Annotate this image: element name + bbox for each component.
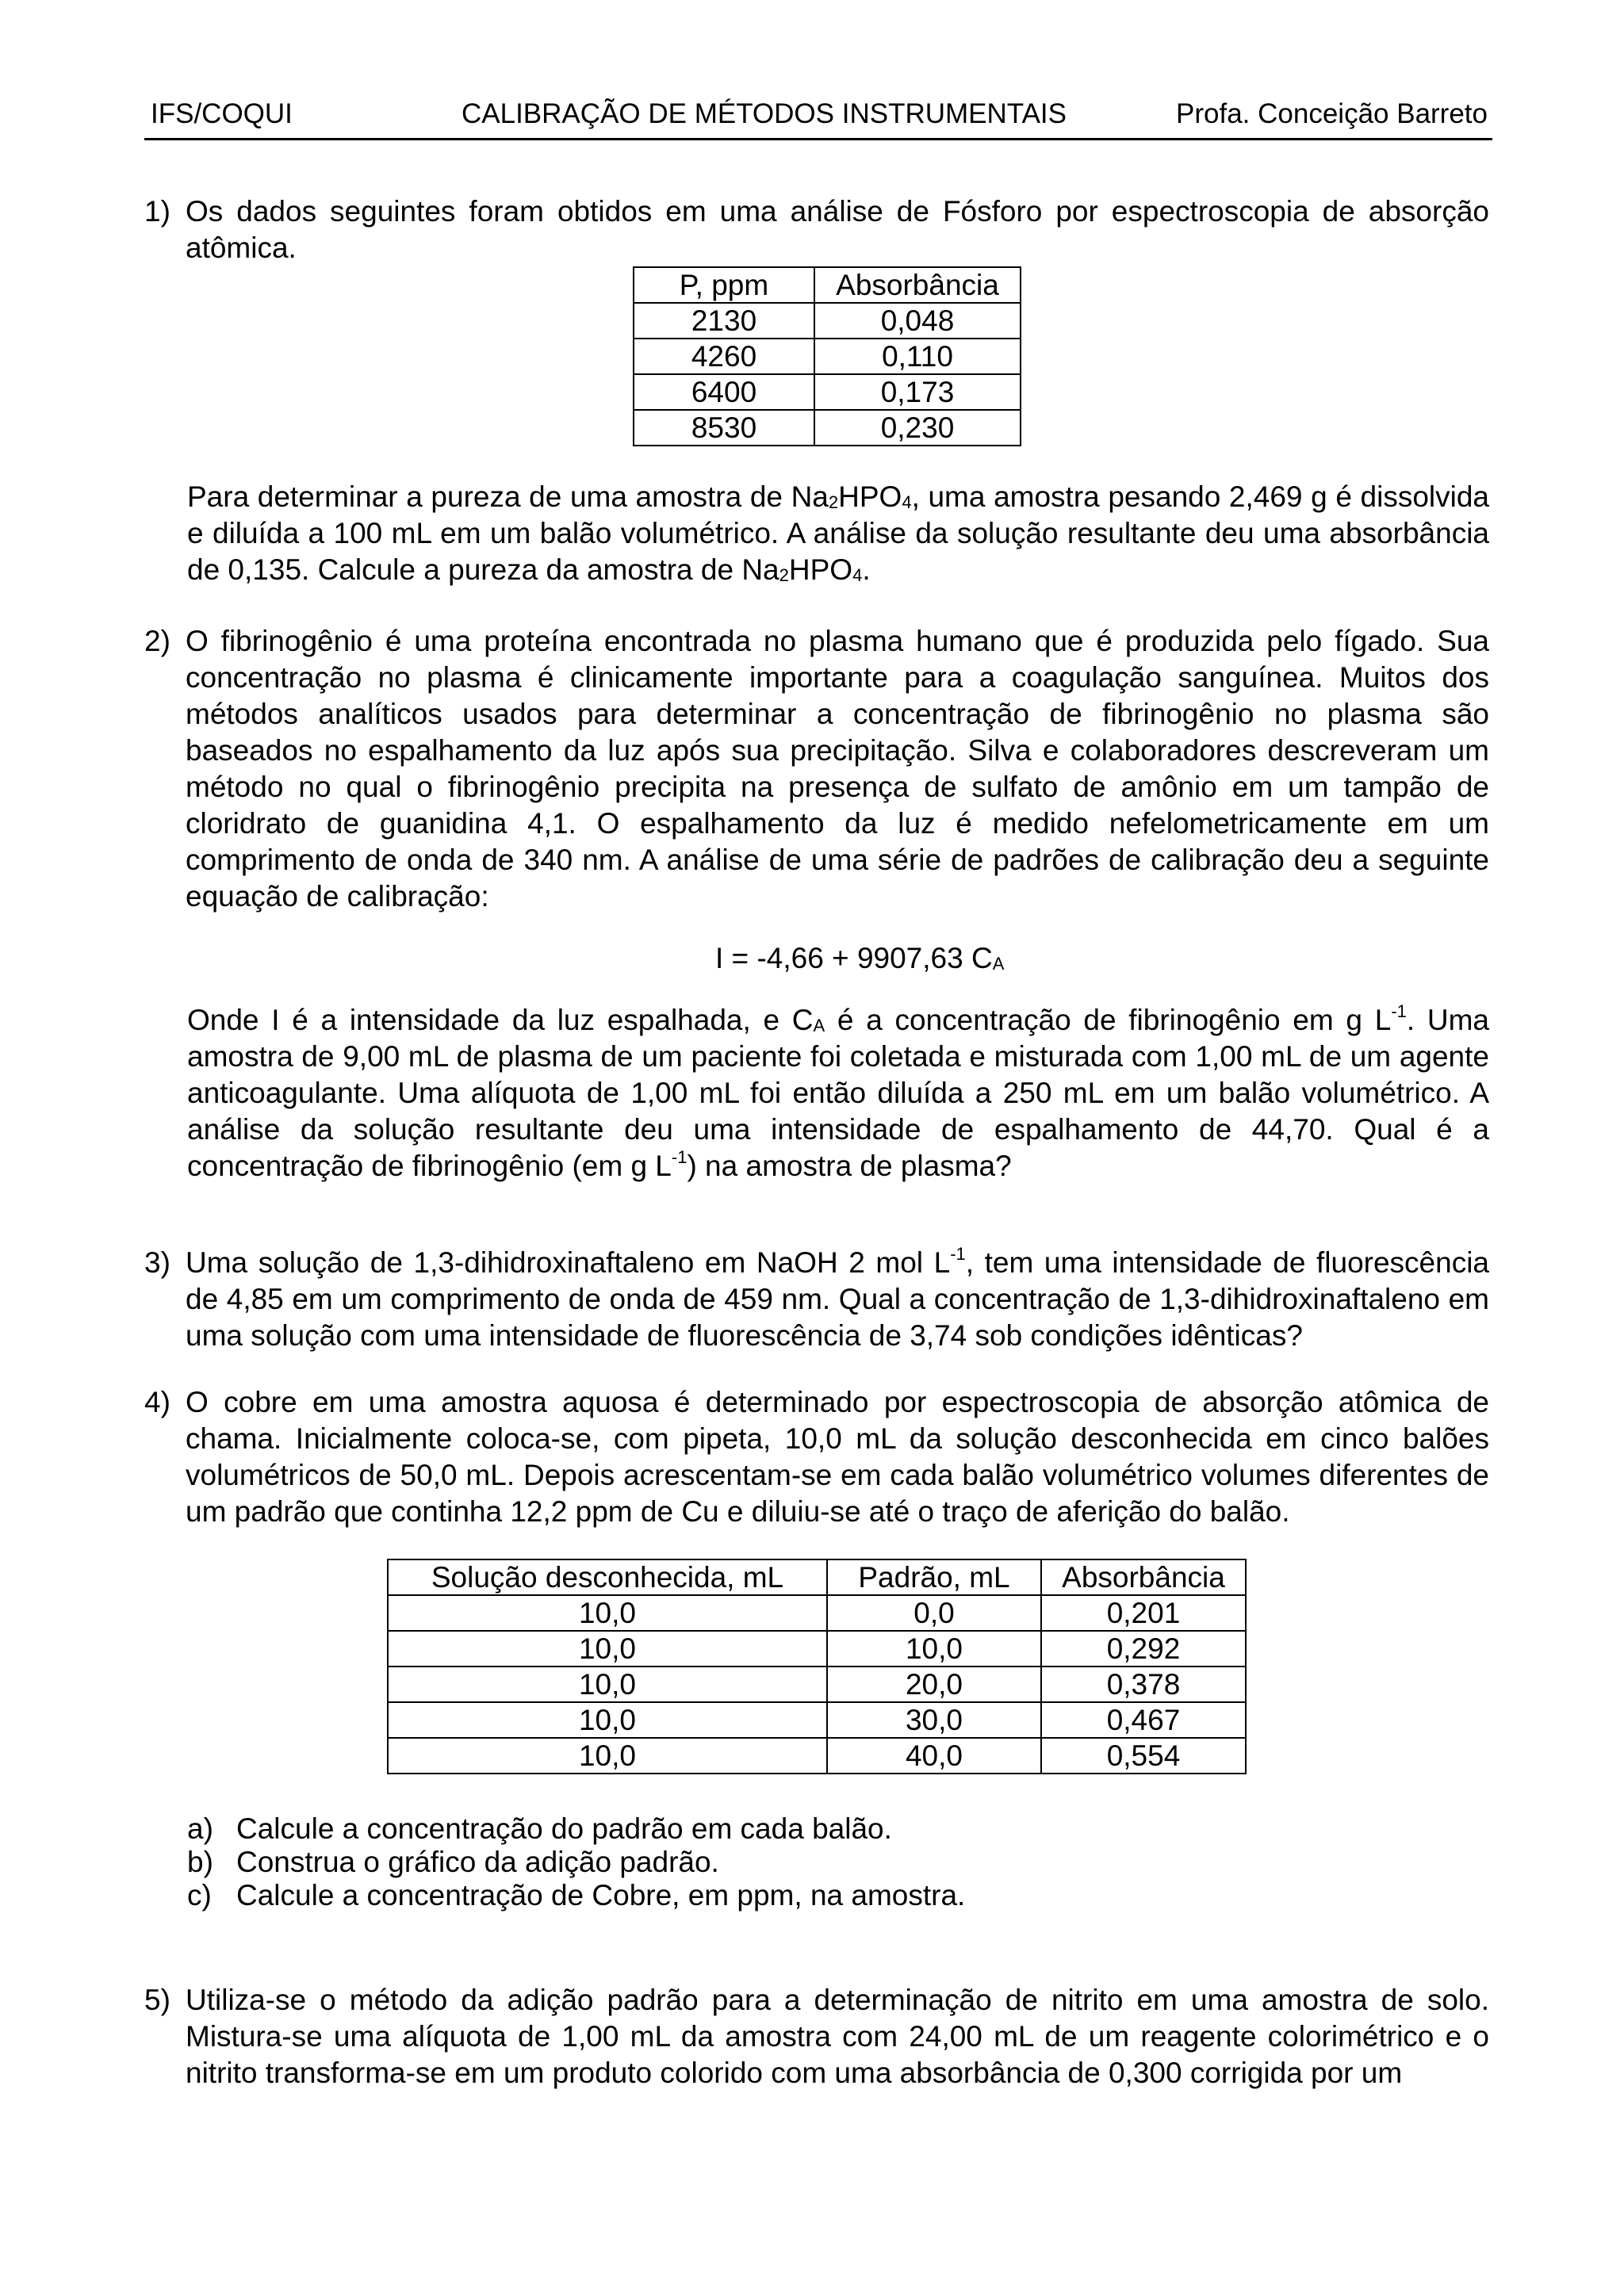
table-header-row (388, 1559, 1246, 1595)
table-cell: 10,0 (388, 1667, 827, 1702)
table-cell: 4260 (634, 339, 814, 374)
table-cell: 0,467 (1041, 1702, 1246, 1738)
list-marker: a) (187, 1812, 213, 1845)
table-row (634, 374, 1021, 410)
table-header-cell: P, ppm (634, 267, 814, 303)
text-run: . Uma amostra de 9,00 mL de plasma de um paciente foi coletada e misturada com 1,00 mL de um agente anticoagulante. Uma alíquota de 1,00 mL foi então diluída a 250 mL em um balão volumétrico. A análise da solução resultante deu uma intensidade de espalhamento de 44,70. Qual é a concentração de fibrinogênio (em g L (187, 1004, 1489, 1182)
table-cell: 0,378 (1041, 1667, 1246, 1702)
text-run: . (862, 553, 871, 586)
table-cell: 0,0 (827, 1595, 1041, 1631)
list-item (187, 1844, 1456, 1877)
table-cell: 0,048 (814, 303, 1021, 339)
header-author: Profa. Conceição Barreto (1176, 98, 1488, 129)
question-1-intro: Os dados seguintes foram obtidos em uma análise de Fósforo por espectroscopia de absorção atômica. (186, 195, 1489, 264)
text-run: Uma solução de 1,3-dihidroxinaftaleno em NaOH 2 mol L (186, 1246, 951, 1279)
header-title: CALIBRAÇÃO DE MÉTODOS INSTRUMENTAIS (462, 98, 1067, 129)
text-run: , tem uma intensidade de fluorescência de 4,85 em um comprimento de onda de 459 nm. Qual a concentração de 1,3-dihidroxinaftaleno em uma solução com uma intensidade de fluorescência de 3,74 sob condições idênticas? (186, 1246, 1489, 1352)
question-number: 1) (144, 195, 170, 228)
table-cell: 0,201 (1041, 1595, 1246, 1631)
question-5 (144, 1982, 1489, 2091)
question-number: 2) (144, 625, 170, 657)
table-cell: 10,0 (388, 1631, 827, 1667)
table-cell: 30,0 (827, 1702, 1041, 1738)
question-2 (144, 623, 1489, 915)
list-item (187, 1811, 1456, 1844)
table-cell: 0,110 (814, 339, 1021, 374)
question-number: 3) (144, 1246, 170, 1279)
table-row (388, 1667, 1246, 1702)
list-item-text: Calcule a concentração do padrão em cada balão. (236, 1812, 892, 1845)
text-run: HPO (788, 553, 853, 586)
list-item-text: Construa o gráfico da adição padrão. (236, 1846, 719, 1878)
table-cell: 20,0 (827, 1667, 1041, 1702)
table-cell: 0,292 (1041, 1631, 1246, 1667)
subscript: A (813, 1016, 825, 1035)
calibration-equation (715, 940, 1004, 977)
table-row (388, 1738, 1246, 1774)
superscript: -1 (950, 1244, 966, 1264)
subscript: 4 (852, 565, 863, 585)
question-4-text: O cobre em uma amostra aquosa é determinado por espectroscopia de absorção atômica de chama. Inicialmente coloca-se, com pipeta, 10,0 mL da solução desconhecida em cinco balões volumétricos de 50,0 mL. Depois acrescentam-se em cada balão volumétrico volumes diferentes de um padrão que continha 12,2 ppm de Cu e diluiu-se até o traço de aferição do balão. (186, 1386, 1489, 1528)
table-row (388, 1595, 1246, 1631)
question-5-text: Utiliza-se o método da adição padrão para a determinação de nitrito em uma amostra de solo. Mistura-se uma alíquota de 1,00 mL da amostra com 24,00 mL de um reagente colorimétrico e o nitrito transforma-se em um produto colorido com uma absorbância de 0,300 corrigida por um (186, 1984, 1489, 2089)
superscript: -1 (671, 1147, 688, 1167)
question-2-paragraph (187, 1002, 1489, 1184)
text-run: Onde I é a intensidade da luz espalhada, e C (187, 1004, 814, 1036)
table-header-row (634, 267, 1021, 303)
table-cell: 0,554 (1041, 1738, 1246, 1774)
text-run: ) na amostra de plasma? (687, 1150, 1012, 1182)
copper-table (387, 1559, 1247, 1774)
text-run: Para determinar a pureza de uma amostra de Na (187, 480, 829, 513)
table-cell: 0,230 (814, 410, 1021, 446)
table-header-cell: Padrão, mL (827, 1559, 1041, 1595)
table-cell: 10,0 (388, 1595, 827, 1631)
table-cell: 10,0 (388, 1702, 827, 1738)
question-4-subitems (187, 1811, 1456, 1911)
text-run: , uma amostra pesando 2,469 g é dissolvida e diluída a 100 mL em um balão volumétrico. A análise da solução resultante deu uma absorbância de 0,135. Calcule a pureza da amostra de Na (187, 480, 1489, 586)
question-number: 4) (144, 1386, 170, 1418)
question-1 (144, 193, 1489, 266)
table-header-cell: Solução desconhecida, mL (388, 1559, 827, 1595)
table-cell: 40,0 (827, 1738, 1041, 1774)
question-1-paragraph (187, 479, 1489, 588)
subscript: 2 (828, 492, 839, 512)
subscript: 2 (779, 565, 789, 585)
list-item (187, 1877, 1456, 1911)
question-number: 5) (144, 1984, 170, 2016)
equation-text: I = -4,66 + 9907,63 C (715, 942, 993, 974)
list-marker: b) (187, 1846, 213, 1878)
phosphorus-table (633, 266, 1021, 446)
superscript: -1 (1391, 1001, 1407, 1021)
text-run: é a concentração de fibrinogênio em g L (825, 1004, 1392, 1036)
table-row (634, 339, 1021, 374)
table-row (388, 1702, 1246, 1738)
question-3-text (186, 1245, 1489, 1354)
subscript: 4 (902, 492, 912, 512)
table-header-cell: Absorbância (814, 267, 1021, 303)
table-row (634, 303, 1021, 339)
question-4 (144, 1384, 1489, 1530)
table-row (634, 410, 1021, 446)
text-run: HPO (838, 480, 902, 513)
table-cell: 0,173 (814, 374, 1021, 410)
page-header (144, 94, 1492, 140)
subscript: A (992, 954, 1005, 974)
list-marker: c) (187, 1879, 212, 1911)
table-cell: 10,0 (388, 1738, 827, 1774)
table-cell: 6400 (634, 374, 814, 410)
table-header-cell: Absorbância (1041, 1559, 1246, 1595)
question-2-text: O fibrinogênio é uma proteína encontrada no plasma humano que é produzida pelo fígado. Sua concentração no plasma é clinicamente importante para a coagulação sanguínea. Muitos dos métodos analíticos usados para determinar a concentração de fibrinogênio no plasma são baseados no espalhamento da luz após sua precipitação. Silva e colaboradores descreveram um método no qual o fibrinogênio precipita na presença de sulfato de amônio em um tampão de cloridrato de guanidina 4,1. O espalhamento da luz é medido nefelometricamente em um comprimento de onda de 340 nm. A análise de uma série de padrões de calibração deu a seguinte equação de calibração: (186, 625, 1489, 913)
list-item-text: Calcule a concentração de Cobre, em ppm, na amostra. (236, 1879, 966, 1911)
question-3 (144, 1245, 1489, 1354)
table-cell: 8530 (634, 410, 814, 446)
table-cell: 2130 (634, 303, 814, 339)
table-row (388, 1631, 1246, 1667)
table-cell: 10,0 (827, 1631, 1041, 1667)
header-institution: IFS/COQUI (151, 98, 293, 129)
